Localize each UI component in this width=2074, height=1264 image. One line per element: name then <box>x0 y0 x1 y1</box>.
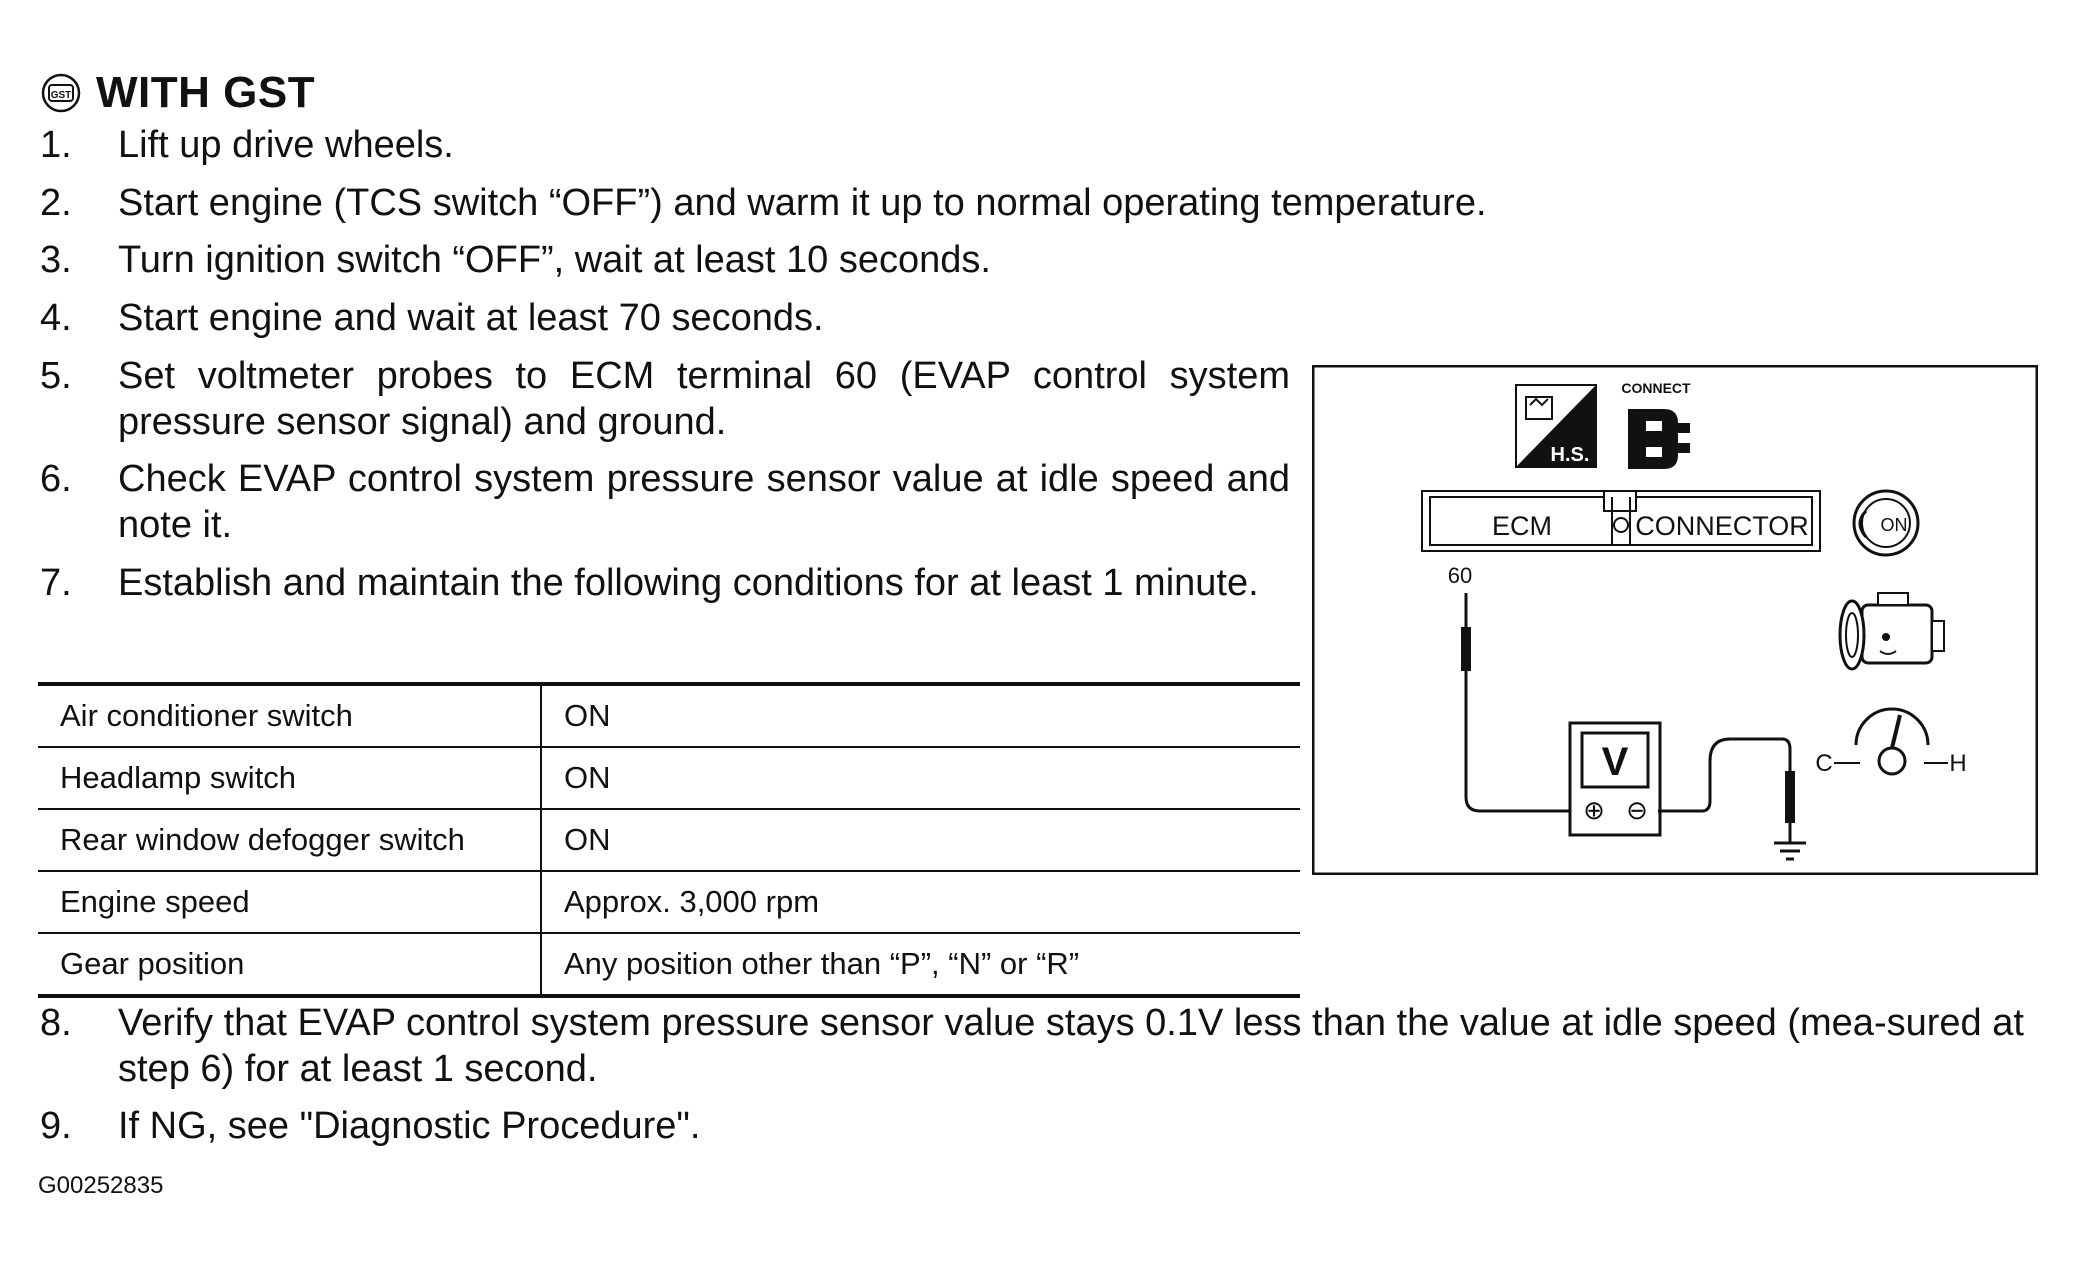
engine-icon <box>1840 593 1944 669</box>
step-number: 2. <box>40 182 72 224</box>
voltmeter <box>1570 723 1660 835</box>
condition-item: Air conditioner switch <box>38 684 541 747</box>
hs-label: H.S. <box>1550 444 1590 466</box>
table-row <box>38 684 1300 747</box>
ecm-connector <box>1422 491 1820 551</box>
condition-value: Any position other than “P”, “N” or “R” <box>564 946 1080 981</box>
minus-terminal: ⊖ <box>1626 795 1648 825</box>
step-number: 8. <box>40 1002 72 1044</box>
table-row <box>38 809 1300 871</box>
connector-label: CONNECTOR <box>1635 511 1809 541</box>
condition-item: Rear window defogger switch <box>38 809 541 871</box>
step-text: Lift up drive wheels. <box>118 124 454 166</box>
step-text: Check EVAP control system pressure sensor value at idle speed and note it. <box>118 458 1290 546</box>
condition-value: ON <box>541 747 1300 809</box>
gst-tool-icon <box>40 72 82 114</box>
conditions-table <box>38 682 1300 998</box>
step-1 <box>40 122 2030 168</box>
step-text: Verify that EVAP control system pressure sensor value stays 0.1V less than the value at idle speed (mea-sured at step 6) for at least 1 second. <box>118 1002 2024 1090</box>
plus-terminal: ⊕ <box>1583 795 1605 825</box>
condition-item: Engine speed <box>38 871 541 933</box>
condition-item: Headlamp switch <box>38 747 541 809</box>
ignition-key-icon <box>1854 491 1918 555</box>
condition-value: ON <box>541 684 1300 747</box>
terminal-60-label: 60 <box>1447 563 1473 588</box>
step-number: 5. <box>40 355 72 397</box>
section-heading <box>40 68 315 118</box>
step-7 <box>40 560 1290 606</box>
step-text: Establish and maintain the following conditions for at least 1 minute. <box>118 562 1259 604</box>
step-number: 1. <box>40 124 72 166</box>
ecm-label: ECM <box>1492 511 1552 541</box>
step-number: 7. <box>40 562 72 604</box>
gauge-cold-label: C <box>1815 750 1833 777</box>
step-text: Set voltmeter probes to ECM terminal 60 (EVAP control system pressure sensor signal) and ground. <box>118 355 1290 443</box>
step-9 <box>40 1103 2030 1149</box>
voltmeter-label: V <box>1601 740 1629 784</box>
step-2 <box>40 180 2030 226</box>
figure-code: G00252835 <box>38 1172 164 1199</box>
step-number: 3. <box>40 239 72 281</box>
table-row <box>38 933 1300 996</box>
step-text: Start engine and wait at least 70 seconds. <box>118 297 824 339</box>
step-number: 9. <box>40 1105 72 1147</box>
condition-item: Gear position <box>38 933 541 996</box>
step-4 <box>40 295 2030 341</box>
step-number: 6. <box>40 458 72 500</box>
table-row <box>38 747 1300 809</box>
voltmeter-diagram <box>1312 365 2038 875</box>
hs-service-icon <box>1516 385 1596 467</box>
step-3 <box>40 237 2030 283</box>
step-number: 4. <box>40 297 72 339</box>
connect-label: CONNECT <box>1621 380 1691 396</box>
step-5 <box>40 353 1290 445</box>
gst-icon-label: GST <box>50 90 72 101</box>
step-text: Start engine (TCS switch “OFF”) and warm it up to normal operating temperature. <box>118 182 1487 224</box>
step-text: If NG, see "Diagnostic Procedure". <box>118 1105 701 1147</box>
gauge-hot-label: H <box>1949 750 1967 777</box>
step-text: Turn ignition switch “OFF”, wait at least 10 seconds. <box>118 239 991 281</box>
ignition-label: ON <box>1880 515 1908 535</box>
step-6 <box>40 456 1290 548</box>
step-8 <box>40 1000 2040 1092</box>
table-row <box>38 871 1300 933</box>
condition-value: Approx. 3,000 rpm <box>541 871 1300 933</box>
heading-title: WITH GST <box>96 68 316 117</box>
condition-value: ON <box>541 809 1300 871</box>
